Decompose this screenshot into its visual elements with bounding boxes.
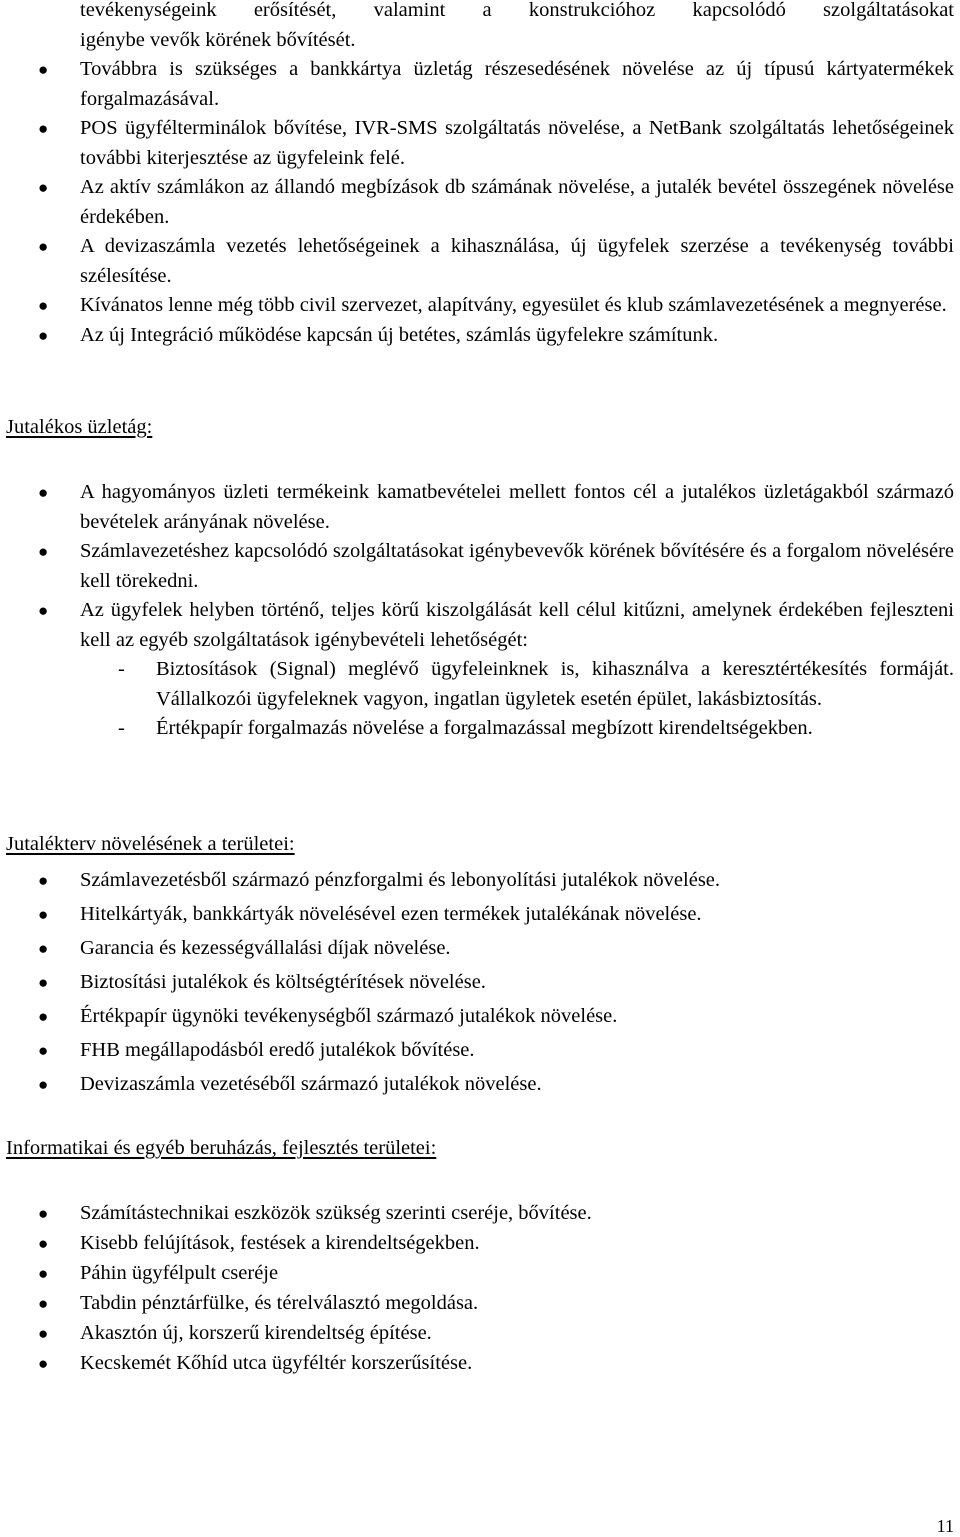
list-item-text: Az új Integráció működése kapcsán új betétes, számlás ügyfelekre számítunk. (80, 323, 719, 346)
bullet-list-jutalekterv (0, 866, 960, 1104)
sub-list-item-text: Értékpapír forgalmazás növelése a forgalmazással megbízott kirendeltségekben. (156, 717, 813, 739)
list-item (0, 173, 960, 232)
bullet-icon: ● (38, 1234, 49, 1253)
sub-list-item (0, 655, 960, 714)
list-item (0, 114, 960, 173)
list-item (0, 321, 960, 351)
list-item (0, 900, 960, 930)
bullet-icon: ● (38, 237, 49, 256)
bullet-icon: ● (38, 1041, 49, 1060)
list-item (0, 55, 960, 114)
bullet-icon: ● (38, 905, 49, 924)
list-item-text: Az ügyfelek helyben történő, teljes körű kiszolgálását kell célul kitűzni, amelynek érdekében fejleszteni kell az egyéb szolgáltatások igénybevételi lehetőségét: (80, 599, 954, 651)
bullet-icon: ● (38, 1204, 49, 1223)
list-item-text: Továbbra is szükséges a bankkártya üzletág részesedésének növelése az új típusú kártyatermékek forgalmazásával. (80, 58, 954, 110)
bullet-icon: ● (38, 939, 49, 958)
bullet-icon: ● (38, 60, 49, 79)
list-item (0, 1319, 960, 1349)
list-item (0, 596, 960, 655)
bullet-icon: ● (38, 1264, 49, 1283)
bullet-icon: ● (38, 601, 49, 620)
continuation-line-2: igénybe vevők körének bővítését. (80, 28, 356, 51)
bullet-icon: ● (38, 483, 49, 502)
list-item (0, 1036, 960, 1066)
list-item (0, 1070, 960, 1100)
list-item-text: Tabdin pénztárfülke, és térelválasztó megoldása. (80, 1292, 479, 1314)
dash-marker: - (118, 658, 125, 680)
list-item (0, 537, 960, 596)
bullet-icon: ● (38, 178, 49, 197)
list-item-text: Páhin ügyfélpult cseréje (80, 1262, 279, 1284)
list-item-text: A devizaszámla vezetés lehetőségeinek a kihasználása, új ügyfelek szerzése a tevékenység további szélesítése. (80, 235, 954, 287)
list-item-text: Kisebb felújítások, festések a kirendeltségekben. (80, 1232, 480, 1254)
bullet-icon: ● (38, 1324, 49, 1343)
list-item (0, 1259, 960, 1289)
list-item (0, 1199, 960, 1229)
bullet-list-jutalekos (0, 478, 960, 744)
continuation-paragraph (0, 0, 960, 55)
bullet-icon: ● (38, 325, 49, 345)
bullet-list-informatikai (0, 1199, 960, 1379)
list-item (0, 232, 960, 291)
bullet-icon: ● (38, 119, 49, 138)
list-item-text: FHB megállapodásból eredő jutalékok bővítése. (80, 1039, 475, 1061)
dash-marker: - (118, 717, 125, 739)
page-number: 11 (936, 1516, 954, 1536)
list-item-text: Hitelkártyák, bankkártyák növelésével ezen termékek jutalékának növelése. (80, 903, 702, 925)
list-item-text: Számlavezetéshez kapcsolódó szolgáltatásokat igénybevevők körének bővítésére és a forgalom növelésére kell törekedni. (80, 540, 954, 592)
list-item (0, 866, 960, 896)
list-item (0, 1349, 960, 1379)
list-item-text: Garancia és kezességvállalási díjak növelése. (80, 937, 451, 959)
list-item-text: Számítástechnikai eszközök szükség szerinti cseréje, bővítése. (80, 1202, 592, 1224)
list-item (0, 478, 960, 537)
bullet-icon: ● (38, 1294, 49, 1313)
list-item (0, 291, 960, 321)
list-item-text: Számlavezetésből származó pénzforgalmi és lebonyolítási jutalékok növelése. (80, 869, 721, 891)
list-item-text: Az aktív számlákon az állandó megbízások db számának növelése, a jutalék bevétel összegének növelése érdekében. (80, 176, 954, 228)
bullet-icon: ● (38, 296, 49, 315)
bullet-icon: ● (38, 1075, 49, 1094)
list-item-text: POS ügyfélterminálok bővítése, IVR-SMS szolgáltatás növelése, a NetBank szolgáltatás lehetőségeinek további kiterjesztése az ügyfeleink felé. (80, 117, 954, 169)
list-item (0, 1229, 960, 1259)
list-item-text: Kívánatos lenne még több civil szervezet, alapítvány, egyesület és klub számlavezetésének a megnyerése. (80, 294, 947, 316)
list-item-text: Akasztón új, korszerű kirendeltség építése. (80, 1322, 432, 1344)
bullet-icon: ● (38, 1007, 49, 1026)
list-item-text: Devizaszámla vezetéséből származó jutalékok növelése. (80, 1073, 542, 1095)
list-item (0, 968, 960, 998)
list-item (0, 1289, 960, 1319)
list-item-text: Kecskemét Kőhíd utca ügyféltér korszerűsítése. (80, 1352, 473, 1374)
bullet-icon: ● (38, 871, 49, 890)
list-item-text: Biztosítási jutalékok és költségtérítések növelése. (80, 971, 486, 993)
section-heading-jutalekterv: Jutalékterv növelésének a területei: (6, 833, 295, 855)
list-item-text: A hagyományos üzleti termékeink kamatbevételei mellett fontos cél a jutalékos üzletágakból származó bevételek arányának növelése. (80, 481, 954, 533)
bullet-list-banking (0, 55, 960, 350)
sub-list-item-text: Biztosítások (Signal) meglévő ügyfeleinknek is, kihasználva a keresztértékesítés formáját. Vállalkozói ügyfeleknek vagyon, ingatlan ügyletek esetén épület, lakásbiztosítás. (156, 658, 954, 710)
bullet-icon: ● (38, 542, 49, 561)
sub-list-item (0, 714, 960, 744)
section-heading-informatikai: Informatikai és egyéb beruházás, fejlesztés területei: (6, 1137, 437, 1159)
bullet-icon: ● (38, 1354, 49, 1373)
list-item-text: Értékpapír ügynöki tevékenységből származó jutalékok növelése. (80, 1005, 618, 1027)
list-item (0, 1002, 960, 1032)
section-heading-jutalekos: Jutalékos üzletág: (6, 416, 153, 438)
list-item (0, 934, 960, 964)
continuation-line-1: tevékenységeink erősítését, valamint a konstrukcióhoz kapcsolódó szolgáltatásokat (80, 0, 954, 21)
bullet-icon: ● (38, 973, 49, 992)
